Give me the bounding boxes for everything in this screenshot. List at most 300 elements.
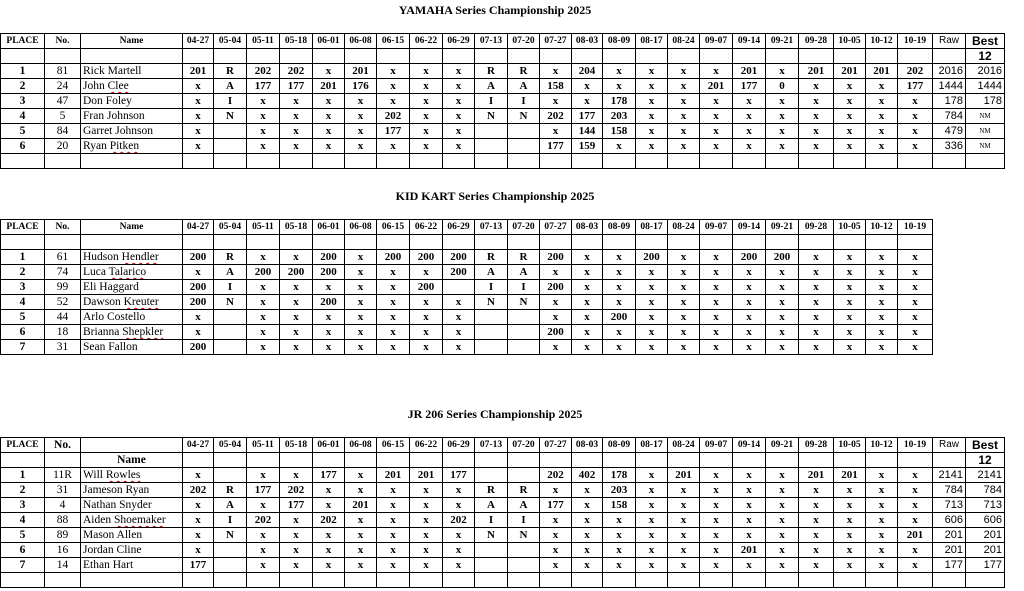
driver-name-cell xyxy=(81,124,183,139)
blank-cell xyxy=(668,49,700,64)
number-header: No. xyxy=(45,220,81,235)
table-row xyxy=(1,498,1005,513)
driver-name: Garret Johnson xyxy=(83,125,153,137)
result-cell: x xyxy=(280,109,313,124)
result-cell: x xyxy=(313,528,345,543)
raw-total-cell: 479 xyxy=(933,124,966,139)
result-cell xyxy=(508,325,540,340)
result-cell: x xyxy=(898,265,933,280)
result-cell: x xyxy=(700,513,733,528)
result-cell: I xyxy=(475,513,508,528)
blank-cell xyxy=(700,49,733,64)
result-cell: x xyxy=(183,468,214,483)
place-cell: 1 xyxy=(1,250,45,265)
driver-name: Nathan Snyder xyxy=(83,499,152,511)
result-cell: x xyxy=(247,468,280,483)
result-cell xyxy=(475,468,508,483)
result-cell xyxy=(475,558,508,573)
result-cell xyxy=(214,558,247,573)
result-cell: 200 xyxy=(183,280,214,295)
date-header: 05-04 xyxy=(214,220,247,235)
blank-cell xyxy=(45,453,81,468)
result-cell: 201 xyxy=(866,64,898,79)
empty-row xyxy=(1,154,1005,169)
place-cell: 5 xyxy=(1,528,45,543)
blank-cell xyxy=(410,154,443,169)
blank-cell xyxy=(540,453,572,468)
blank-cell xyxy=(377,573,410,588)
best-total-cell: 713 xyxy=(966,498,1005,513)
result-cell: x xyxy=(898,468,933,483)
result-cell xyxy=(214,340,247,355)
date-header: 07-27 xyxy=(540,34,572,49)
result-cell: x xyxy=(834,250,866,265)
blank-cell xyxy=(475,235,508,250)
blank-cell xyxy=(345,49,377,64)
result-cell: 201 xyxy=(313,79,345,94)
number-cell: 18 xyxy=(45,325,81,340)
result-cell: x xyxy=(410,498,443,513)
date-header: 09-28 xyxy=(799,438,834,453)
result-cell: x xyxy=(866,109,898,124)
result-cell: x xyxy=(636,483,668,498)
result-cell: x xyxy=(247,250,280,265)
result-cell: 201 xyxy=(183,64,214,79)
result-cell: x xyxy=(377,64,410,79)
result-cell: x xyxy=(443,325,475,340)
result-cell: x xyxy=(443,528,475,543)
date-header: 09-28 xyxy=(799,34,834,49)
result-cell: x xyxy=(540,528,572,543)
result-cell: x xyxy=(866,310,898,325)
result-cell: x xyxy=(799,124,834,139)
result-cell: x xyxy=(183,94,214,109)
place-cell: 4 xyxy=(1,295,45,310)
blank-cell xyxy=(45,154,81,169)
result-cell: x xyxy=(280,94,313,109)
result-cell: x xyxy=(636,310,668,325)
result-cell: x xyxy=(668,250,700,265)
result-cell: x xyxy=(866,265,898,280)
result-cell: R xyxy=(475,483,508,498)
date-header: 08-24 xyxy=(668,220,700,235)
result-cell: x xyxy=(766,468,799,483)
date-header: 10-12 xyxy=(866,438,898,453)
blank-cell xyxy=(508,235,540,250)
blank-cell xyxy=(933,573,966,588)
result-cell: 177 xyxy=(313,468,345,483)
table-row xyxy=(1,280,933,295)
result-cell: x xyxy=(799,325,834,340)
result-cell: x xyxy=(410,265,443,280)
date-header: 09-07 xyxy=(700,34,733,49)
result-cell: x xyxy=(345,124,377,139)
driver-name: Dawson Kreuter xyxy=(83,296,159,308)
result-cell: 177 xyxy=(540,139,572,154)
result-cell: 0 xyxy=(766,79,799,94)
driver-name: Luca Talarico xyxy=(83,266,147,278)
blank-cell xyxy=(834,235,866,250)
result-cell: N xyxy=(508,295,540,310)
result-cell: x xyxy=(313,558,345,573)
blank-cell xyxy=(214,453,247,468)
header-row xyxy=(1,34,1005,49)
result-cell: 200 xyxy=(280,265,313,280)
result-cell: x xyxy=(766,498,799,513)
result-cell: x xyxy=(700,250,733,265)
result-cell: x xyxy=(834,483,866,498)
result-cell: A xyxy=(508,498,540,513)
result-cell: R xyxy=(508,250,540,265)
raw-total-cell: 784 xyxy=(933,109,966,124)
result-cell: I xyxy=(475,280,508,295)
driver-name-cell xyxy=(81,513,183,528)
result-cell: 204 xyxy=(572,64,603,79)
result-cell: x xyxy=(636,124,668,139)
result-cell xyxy=(508,558,540,573)
result-cell: x xyxy=(540,295,572,310)
blank-cell xyxy=(866,453,898,468)
blank-cell xyxy=(214,235,247,250)
result-cell xyxy=(214,468,247,483)
result-cell xyxy=(508,310,540,325)
blank-cell xyxy=(475,453,508,468)
result-cell: 177 xyxy=(280,79,313,94)
result-cell: x xyxy=(668,295,700,310)
number-header: No. xyxy=(45,34,81,49)
result-cell: x xyxy=(799,139,834,154)
result-cell: x xyxy=(799,295,834,310)
result-cell: x xyxy=(700,109,733,124)
blank-cell xyxy=(443,235,475,250)
result-cell: R xyxy=(508,483,540,498)
driver-name: John Clee xyxy=(83,80,129,92)
place-cell: 1 xyxy=(1,468,45,483)
place-header: PLACE xyxy=(1,438,45,453)
result-cell: x xyxy=(183,265,214,280)
result-cell: x xyxy=(572,295,603,310)
result-cell: x xyxy=(898,139,933,154)
result-cell: x xyxy=(603,265,636,280)
result-cell xyxy=(214,139,247,154)
blank-cell xyxy=(183,235,214,250)
table-row xyxy=(1,250,933,265)
driver-name-cell xyxy=(81,280,183,295)
result-cell: x xyxy=(766,483,799,498)
number-cell: 81 xyxy=(45,64,81,79)
result-cell: x xyxy=(700,498,733,513)
result-cell: x xyxy=(636,558,668,573)
result-cell: x xyxy=(636,325,668,340)
result-cell: x xyxy=(247,295,280,310)
driver-name: Arlo Costello xyxy=(83,311,146,323)
date-header: 09-07 xyxy=(700,220,733,235)
blank-cell xyxy=(410,453,443,468)
blank-cell xyxy=(766,235,799,250)
result-cell: x xyxy=(572,250,603,265)
result-cell: x xyxy=(898,325,933,340)
result-cell: 200 xyxy=(410,280,443,295)
blank-cell xyxy=(313,453,345,468)
date-header: 09-21 xyxy=(766,34,799,49)
blank-cell xyxy=(377,453,410,468)
result-cell: x xyxy=(799,513,834,528)
result-cell: x xyxy=(866,280,898,295)
place-header: PLACE xyxy=(1,34,45,49)
result-cell: x xyxy=(345,513,377,528)
result-cell: 201 xyxy=(700,79,733,94)
place-cell: 4 xyxy=(1,513,45,528)
blank-cell xyxy=(443,453,475,468)
result-cell: x xyxy=(766,295,799,310)
blank-cell xyxy=(81,573,183,588)
blank-cell xyxy=(766,573,799,588)
result-cell: x xyxy=(377,543,410,558)
result-cell: x xyxy=(834,109,866,124)
result-cell: x xyxy=(377,79,410,94)
date-header: 08-17 xyxy=(636,220,668,235)
blank-cell xyxy=(834,49,866,64)
result-cell: x xyxy=(898,543,933,558)
result-cell: x xyxy=(183,139,214,154)
date-header: 09-21 xyxy=(766,220,799,235)
result-cell: 177 xyxy=(733,79,766,94)
result-cell: x xyxy=(377,280,410,295)
date-header: 07-20 xyxy=(508,34,540,49)
result-cell: x xyxy=(898,340,933,355)
blank-cell xyxy=(247,49,280,64)
result-cell: R xyxy=(214,483,247,498)
result-cell: 402 xyxy=(572,468,603,483)
result-cell: x xyxy=(377,498,410,513)
blank-cell xyxy=(700,235,733,250)
best-total-cell: 177 xyxy=(966,558,1005,573)
date-header: 04-27 xyxy=(183,438,214,453)
result-cell: x xyxy=(799,558,834,573)
blank-cell xyxy=(1,235,45,250)
result-cell: x xyxy=(700,543,733,558)
result-cell: x xyxy=(377,295,410,310)
blank-cell xyxy=(700,573,733,588)
result-cell: 202 xyxy=(540,468,572,483)
number-cell: 74 xyxy=(45,265,81,280)
result-cell xyxy=(508,124,540,139)
result-cell: x xyxy=(280,295,313,310)
result-cell: 176 xyxy=(345,79,377,94)
result-cell: x xyxy=(280,468,313,483)
result-cell: x xyxy=(313,280,345,295)
result-cell: x xyxy=(834,79,866,94)
number-cell: 24 xyxy=(45,79,81,94)
result-cell: x xyxy=(898,250,933,265)
result-cell: x xyxy=(313,325,345,340)
result-cell: x xyxy=(866,94,898,109)
result-cell: A xyxy=(214,265,247,280)
result-cell: x xyxy=(733,558,766,573)
result-cell: x xyxy=(280,139,313,154)
place-cell: 2 xyxy=(1,265,45,280)
blank-cell xyxy=(733,453,766,468)
date-header: 06-29 xyxy=(443,34,475,49)
blank-cell xyxy=(933,49,966,64)
result-cell: 201 xyxy=(345,498,377,513)
result-cell: x xyxy=(636,79,668,94)
result-cell: x xyxy=(766,109,799,124)
result-cell: x xyxy=(540,543,572,558)
driver-name: Ryan Pitken xyxy=(83,140,140,152)
result-cell: 202 xyxy=(247,64,280,79)
blank-cell xyxy=(377,235,410,250)
subheader-row xyxy=(1,49,1005,64)
result-cell: 177 xyxy=(280,498,313,513)
place-cell: 3 xyxy=(1,280,45,295)
blank-cell xyxy=(313,235,345,250)
result-cell: x xyxy=(668,528,700,543)
result-cell: x xyxy=(247,528,280,543)
result-cell: R xyxy=(508,64,540,79)
result-cell: x xyxy=(410,483,443,498)
result-cell: 158 xyxy=(603,498,636,513)
driver-name-cell xyxy=(81,79,183,94)
blank-cell xyxy=(313,49,345,64)
date-header: 09-14 xyxy=(733,220,766,235)
subheader-row xyxy=(1,453,1005,468)
result-cell: 200 xyxy=(183,250,214,265)
result-cell: x xyxy=(733,139,766,154)
result-cell: x xyxy=(280,513,313,528)
best-total-cell: 201 xyxy=(966,543,1005,558)
blank-cell xyxy=(799,235,834,250)
result-cell: x xyxy=(410,528,443,543)
blank-cell xyxy=(183,573,214,588)
date-header: 09-21 xyxy=(766,438,799,453)
raw-total-cell: 201 xyxy=(933,528,966,543)
place-cell: 6 xyxy=(1,325,45,340)
blank-cell xyxy=(636,49,668,64)
blank-cell xyxy=(280,235,313,250)
result-cell: x xyxy=(700,528,733,543)
blank-cell xyxy=(1,453,45,468)
raw-total-cell: 1444 xyxy=(933,79,966,94)
date-header: 06-22 xyxy=(410,220,443,235)
result-cell: x xyxy=(700,483,733,498)
place-header: PLACE xyxy=(1,220,45,235)
result-cell: x xyxy=(572,498,603,513)
blank-cell xyxy=(636,154,668,169)
result-cell: 200 xyxy=(183,340,214,355)
result-cell: x xyxy=(733,483,766,498)
blank-cell xyxy=(766,154,799,169)
result-cell xyxy=(443,280,475,295)
driver-name-cell xyxy=(81,109,183,124)
table-row xyxy=(1,340,933,355)
blank-cell xyxy=(345,154,377,169)
result-cell: x xyxy=(636,64,668,79)
blank-cell xyxy=(799,49,834,64)
result-cell: x xyxy=(603,528,636,543)
blank-cell xyxy=(280,154,313,169)
result-cell: 177 xyxy=(540,498,572,513)
blank-cell xyxy=(898,154,933,169)
blank-cell xyxy=(866,573,898,588)
result-cell: x xyxy=(766,280,799,295)
result-cell: x xyxy=(572,310,603,325)
result-cell: x xyxy=(443,543,475,558)
result-cell: x xyxy=(700,558,733,573)
result-cell: x xyxy=(766,94,799,109)
result-cell: x xyxy=(443,124,475,139)
blank-cell xyxy=(668,573,700,588)
blank-cell xyxy=(636,573,668,588)
result-cell: x xyxy=(668,498,700,513)
result-cell xyxy=(475,325,508,340)
date-header: 06-01 xyxy=(313,220,345,235)
blank-cell xyxy=(183,453,214,468)
blank-cell xyxy=(508,573,540,588)
result-cell: x xyxy=(410,124,443,139)
table-row xyxy=(1,124,1005,139)
date-header: 07-20 xyxy=(508,438,540,453)
blank-cell xyxy=(214,154,247,169)
result-cell: 200 xyxy=(603,310,636,325)
number-cell: 31 xyxy=(45,483,81,498)
result-cell: x xyxy=(572,558,603,573)
blank-cell xyxy=(733,235,766,250)
raw-total-cell: 178 xyxy=(933,94,966,109)
result-cell: x xyxy=(799,528,834,543)
result-cell: x xyxy=(603,543,636,558)
result-cell: x xyxy=(572,94,603,109)
date-header: 10-19 xyxy=(898,438,933,453)
blank-cell xyxy=(636,235,668,250)
table-row xyxy=(1,468,1005,483)
result-cell: x xyxy=(799,94,834,109)
name-header: Name xyxy=(81,453,183,468)
result-cell: x xyxy=(313,109,345,124)
date-header: 10-12 xyxy=(866,34,898,49)
number-cell: 44 xyxy=(45,310,81,325)
result-cell: x xyxy=(834,528,866,543)
result-cell: x xyxy=(636,528,668,543)
result-cell: N xyxy=(214,295,247,310)
name-header: Name xyxy=(81,220,183,235)
table-row xyxy=(1,310,933,325)
driver-name-cell xyxy=(81,558,183,573)
table-row xyxy=(1,325,933,340)
blank-cell xyxy=(377,154,410,169)
result-cell: x xyxy=(799,280,834,295)
result-cell: x xyxy=(603,280,636,295)
result-cell: x xyxy=(410,139,443,154)
result-cell: x xyxy=(247,325,280,340)
result-cell: 201 xyxy=(410,468,443,483)
blank-cell xyxy=(247,154,280,169)
result-cell: x xyxy=(866,295,898,310)
driver-name: Will Rowles xyxy=(83,469,141,481)
result-cell: x xyxy=(733,528,766,543)
blank-cell xyxy=(572,453,603,468)
result-cell: I xyxy=(508,513,540,528)
result-cell: x xyxy=(183,109,214,124)
result-cell: 200 xyxy=(183,295,214,310)
result-cell: x xyxy=(183,528,214,543)
blank-cell xyxy=(766,453,799,468)
result-cell: x xyxy=(636,280,668,295)
result-cell: x xyxy=(799,109,834,124)
driver-name-cell xyxy=(81,265,183,280)
blank-cell xyxy=(799,453,834,468)
raw-total-cell: 2141 xyxy=(933,468,966,483)
